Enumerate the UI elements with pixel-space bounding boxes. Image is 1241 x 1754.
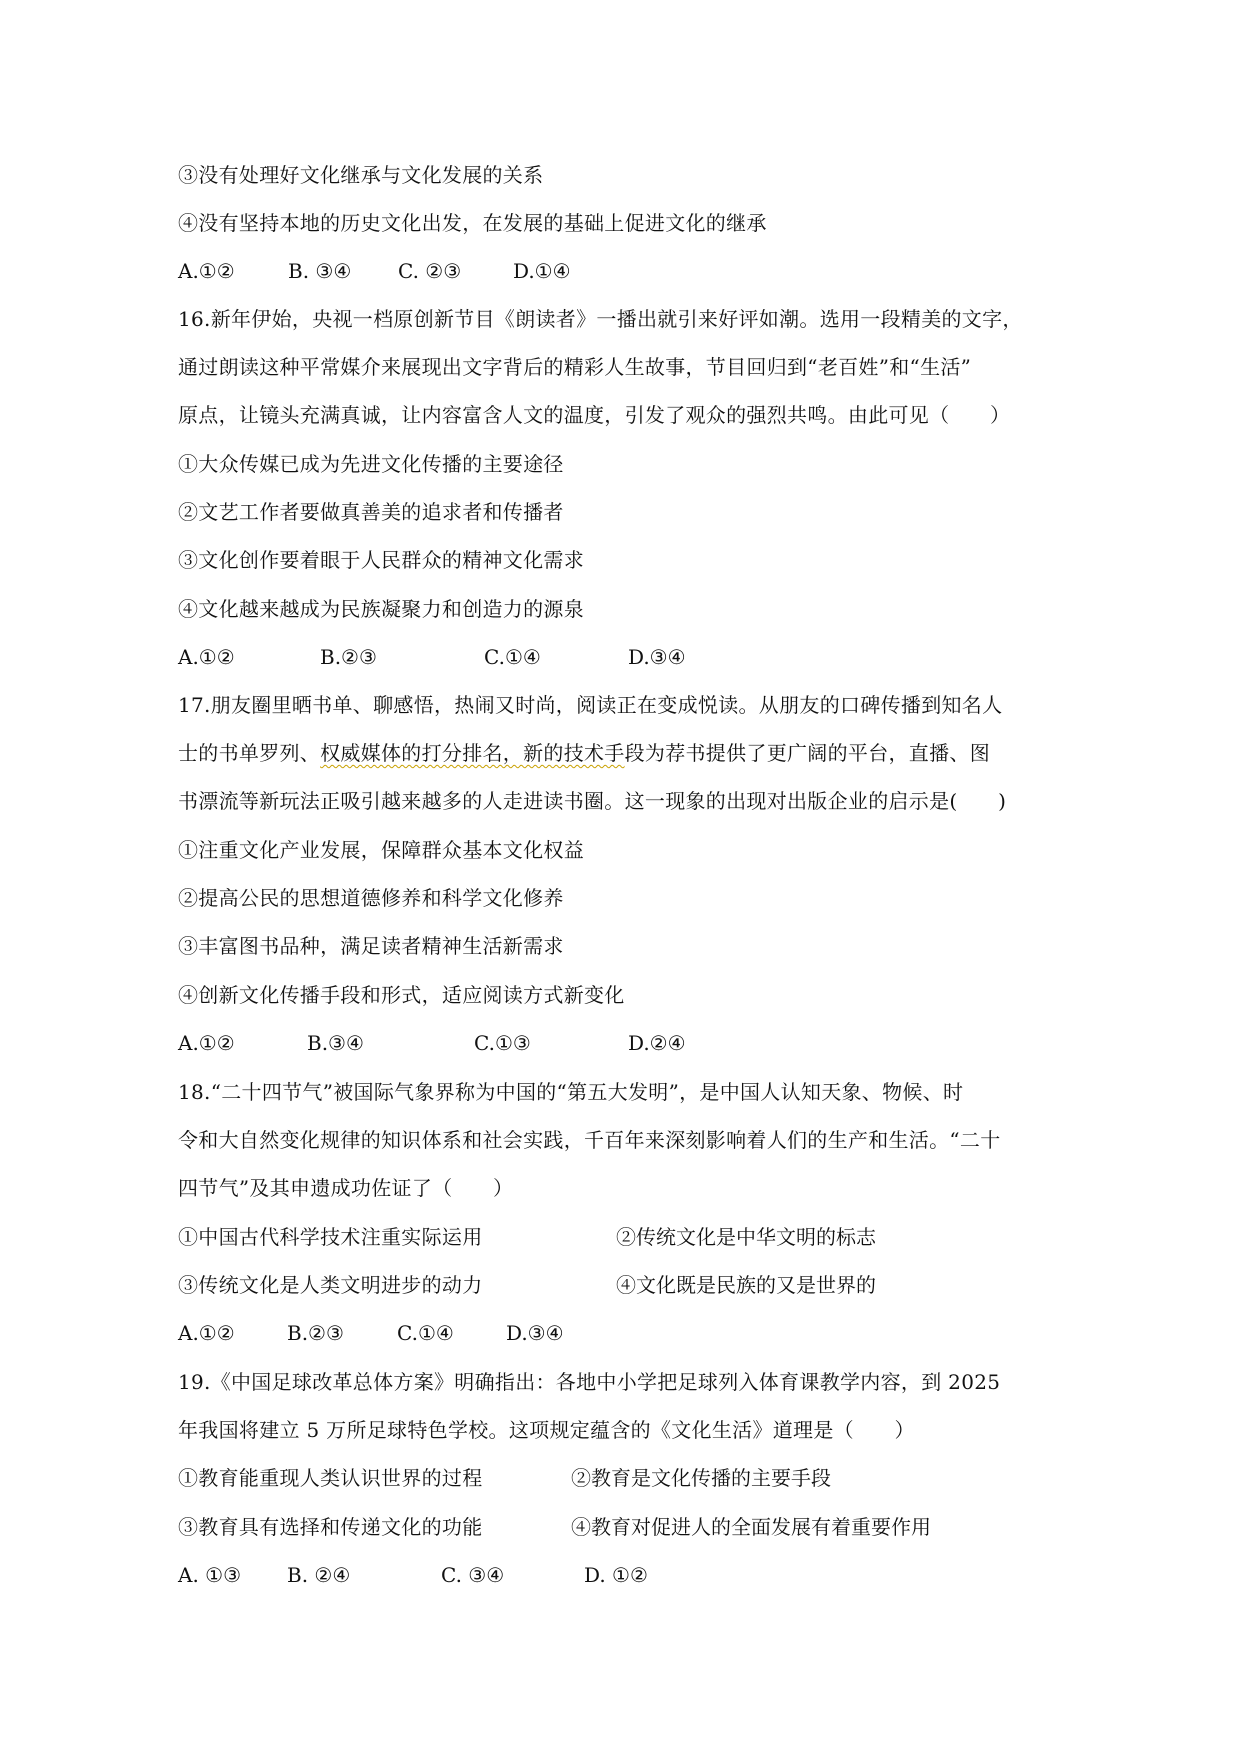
q19-item-3: ③教育具有选择和传递文化的功能 — [178, 1515, 483, 1539]
q15-option-d: D.①④ — [513, 259, 571, 283]
q15-option-b: B. ③④ — [288, 259, 352, 283]
q19-item-1: ①教育能重现人类认识世界的过程 — [178, 1466, 483, 1490]
q17-stem-line-2-part-1: 士的书单罗列、 — [178, 741, 321, 765]
q15-item-4: ④没有坚持本地的历史文化出发，在发展的基础上促进文化的继承 — [178, 211, 767, 235]
q16-stem-line-3: 原点，让镜头充满真诚，让内容富含人文的温度，引发了观众的强烈共鸣。由此可见（ ） — [178, 403, 1011, 427]
q16-item-1: ①大众传媒已成为先进文化传播的主要途径 — [178, 452, 564, 476]
q19-option-b: B. ②④ — [287, 1563, 351, 1587]
q18-option-a: A.①② — [178, 1321, 235, 1345]
q16-stem-line-2: 通过朗读这种平常媒介来展现出文字背后的精彩人生故事，节目回归到“老百姓”和“生活” — [178, 355, 972, 379]
q17-stem-line-3: 书漂流等新玩法正吸引越来越多的人走进读书圈。这一现象的出现对出版企业的启示是( ) — [178, 789, 1007, 813]
q19-option-d: D. ①② — [584, 1563, 648, 1587]
q18-option-c: C.①④ — [397, 1321, 454, 1345]
q17-item-1: ①注重文化产业发展，保障群众基本文化权益 — [178, 838, 584, 862]
q19-stem-line-2: 年我国将建立 5 万所足球特色学校。这项规定蕴含的《文化生活》道理是（ ） — [178, 1418, 915, 1442]
q18-option-b: B.②③ — [287, 1321, 344, 1345]
q15-option-c: C. ②③ — [398, 259, 462, 283]
q16-option-a: A.①② — [178, 645, 235, 669]
q17-stem-line-2-part-2: 权威媒体的打分排名，新的技术手 — [320, 741, 625, 765]
q17-item-4: ④创新文化传播手段和形式，适应阅读方式新变化 — [178, 983, 625, 1007]
q17-stem-line-2-part-3: 段为荐书提供了更广阔的平台，直播、图 — [624, 741, 991, 765]
q17-option-c: C.①③ — [474, 1031, 531, 1055]
q17-option-d: D.②④ — [628, 1031, 686, 1055]
q19-item-2: ②教育是文化传播的主要手段 — [571, 1466, 831, 1490]
q16-option-c: C.①④ — [484, 645, 541, 669]
q17-stem-line-2 — [178, 738, 990, 768]
q19-stem-line-1: 19.《中国足球改革总体方案》明确指出：各地中小学把足球列入体育课教学内容，到 2025 — [178, 1370, 1001, 1394]
q18-item-3: ③传统文化是人类文明进步的动力 — [178, 1273, 483, 1297]
q18-item-2: ②传统文化是中华文明的标志 — [616, 1225, 876, 1249]
q16-option-d: D.③④ — [628, 645, 686, 669]
q16-item-2: ②文艺工作者要做真善美的追求者和传播者 — [178, 500, 564, 524]
q18-option-d: D.③④ — [506, 1321, 564, 1345]
q18-item-1: ①中国古代科学技术注重实际运用 — [178, 1225, 483, 1249]
q15-option-a: A.①② — [178, 259, 235, 283]
q18-stem-line-3: 四节气”及其申遗成功佐证了（ ） — [178, 1176, 514, 1200]
q16-stem-line-1: 16.新年伊始，央视一档原创新节目《朗读者》一播出就引来好评如潮。选用一段精美的文字， — [178, 307, 1023, 331]
q18-item-4: ④文化既是民族的又是世界的 — [616, 1273, 876, 1297]
q15-item-3: ③没有处理好文化继承与文化发展的关系 — [178, 163, 544, 187]
q16-item-3: ③文化创作要着眼于人民群众的精神文化需求 — [178, 548, 584, 572]
q18-stem-line-1: 18.“二十四节气”被国际气象界称为中国的“第五大发明”，是中国人认知天象、物候、时 — [178, 1080, 964, 1104]
q17-option-b: B.③④ — [307, 1031, 364, 1055]
q16-option-b: B.②③ — [320, 645, 377, 669]
q19-item-4: ④教育对促进人的全面发展有着重要作用 — [571, 1515, 931, 1539]
q18-stem-line-2: 令和大自然变化规律的知识体系和社会实践，千百年来深刻影响着人们的生产和生活。“二十 — [178, 1128, 1001, 1152]
q17-option-a: A.①② — [178, 1031, 235, 1055]
q16-item-4: ④文化越来越成为民族凝聚力和创造力的源泉 — [178, 597, 584, 621]
q17-item-2: ②提高公民的思想道德修养和科学文化修养 — [178, 886, 564, 910]
q17-stem-line-1: 17.朋友圈里晒书单、聊感悟，热闹又时尚，阅读正在变成悦读。从朋友的口碑传播到知名人 — [178, 693, 1003, 717]
q17-item-3: ③丰富图书品种，满足读者精神生活新需求 — [178, 934, 564, 958]
q19-option-a: A. ①③ — [178, 1563, 242, 1587]
q19-option-c: C. ③④ — [441, 1563, 505, 1587]
